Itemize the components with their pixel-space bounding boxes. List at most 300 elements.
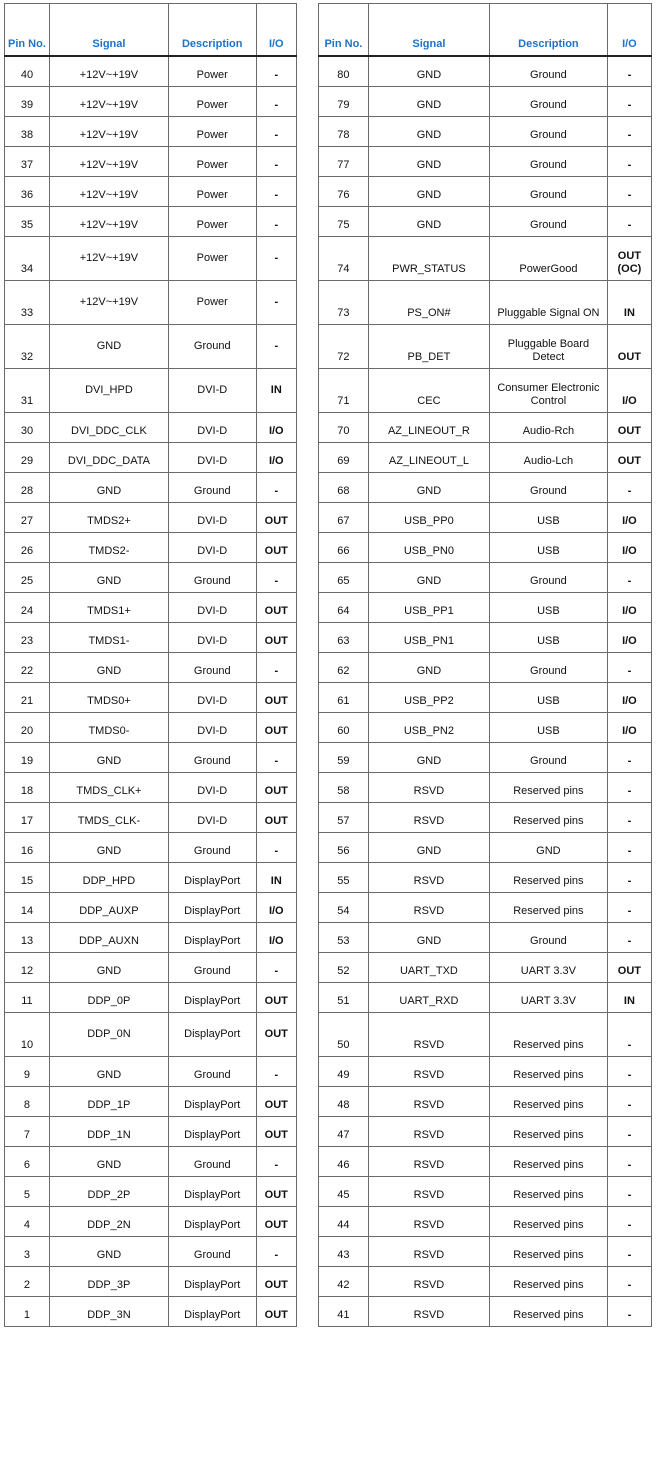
table-row — [319, 833, 652, 863]
pin-cell: 41 — [319, 1297, 369, 1327]
signal-cell: GND — [368, 743, 489, 773]
table-row — [319, 1237, 652, 1267]
signal-cell: USB_PN0 — [368, 533, 489, 563]
description-cell: Ground — [490, 653, 608, 683]
description-cell: Ground — [490, 117, 608, 147]
io-cell: - — [607, 893, 651, 923]
pin-cell: 15 — [5, 863, 50, 893]
pin-cell: 56 — [319, 833, 369, 863]
signal-cell: DDP_3N — [49, 1297, 168, 1327]
pin-cell: 59 — [319, 743, 369, 773]
table-row — [319, 773, 652, 803]
io-cell: OUT — [607, 413, 651, 443]
table-row — [319, 147, 652, 177]
io-cell: OUT (OC) — [607, 237, 651, 281]
description-cell: GND — [490, 833, 608, 863]
pin-cell: 57 — [319, 803, 369, 833]
signal-cell: AZ_LINEOUT_L — [368, 443, 489, 473]
pin-cell: 31 — [5, 369, 50, 413]
table-row — [5, 533, 297, 563]
io-cell: - — [607, 1297, 651, 1327]
pin-cell: 73 — [319, 281, 369, 325]
io-cell: - — [256, 281, 296, 325]
io-cell: - — [256, 833, 296, 863]
pin-cell: 3 — [5, 1237, 50, 1267]
pin-cell: 39 — [5, 87, 50, 117]
pin-table-right — [318, 3, 652, 1327]
description-cell: DisplayPort — [168, 983, 256, 1013]
description-cell: DVI-D — [168, 369, 256, 413]
io-cell: - — [256, 147, 296, 177]
io-cell: - — [256, 207, 296, 237]
description-cell: Ground — [490, 177, 608, 207]
pin-cell: 25 — [5, 563, 50, 593]
signal-cell: +12V~+19V — [49, 237, 168, 281]
io-cell: I/O — [256, 413, 296, 443]
table-row — [5, 863, 297, 893]
description-cell: Ground — [490, 743, 608, 773]
description-cell: UART 3.3V — [490, 953, 608, 983]
description-cell: Audio-Lch — [490, 443, 608, 473]
description-cell: PowerGood — [490, 237, 608, 281]
table-row — [319, 56, 652, 87]
table-row — [5, 87, 297, 117]
description-cell: DisplayPort — [168, 893, 256, 923]
signal-cell: CEC — [368, 369, 489, 413]
description-cell: Ground — [168, 1147, 256, 1177]
pin-cell: 13 — [5, 923, 50, 953]
description-cell: Pluggable Signal ON — [490, 281, 608, 325]
table-row — [5, 1057, 297, 1087]
io-cell: - — [607, 563, 651, 593]
pin-cell: 29 — [5, 443, 50, 473]
pin-cell: 65 — [319, 563, 369, 593]
io-cell: - — [607, 117, 651, 147]
io-cell: OUT — [256, 533, 296, 563]
table-row — [319, 413, 652, 443]
description-cell: Reserved pins — [490, 863, 608, 893]
description-cell: DVI-D — [168, 713, 256, 743]
signal-cell: DDP_AUXP — [49, 893, 168, 923]
description-cell: Ground — [168, 1237, 256, 1267]
table-row — [5, 1237, 297, 1267]
table-row — [319, 1207, 652, 1237]
signal-cell: PWR_STATUS — [368, 237, 489, 281]
signal-cell: TMDS0- — [49, 713, 168, 743]
description-cell: DVI-D — [168, 533, 256, 563]
pin-cell: 7 — [5, 1117, 50, 1147]
table-row — [5, 1087, 297, 1117]
pin-cell: 21 — [5, 683, 50, 713]
signal-cell: RSVD — [368, 803, 489, 833]
table-row — [5, 833, 297, 863]
description-cell: Ground — [490, 563, 608, 593]
io-cell: - — [607, 87, 651, 117]
io-cell: - — [607, 653, 651, 683]
io-cell: OUT — [256, 683, 296, 713]
description-cell: DVI-D — [168, 413, 256, 443]
pin-cell: 36 — [5, 177, 50, 207]
table-row — [5, 653, 297, 683]
io-cell: - — [256, 1057, 296, 1087]
description-cell: USB — [490, 623, 608, 653]
io-cell: OUT — [256, 1267, 296, 1297]
pin-cell: 66 — [319, 533, 369, 563]
io-cell: - — [256, 1237, 296, 1267]
pin-cell: 8 — [5, 1087, 50, 1117]
table-row — [319, 593, 652, 623]
signal-cell: TMDS_CLK- — [49, 803, 168, 833]
table-row — [5, 473, 297, 503]
signal-cell: RSVD — [368, 1013, 489, 1057]
header-row — [319, 4, 652, 57]
signal-cell: TMDS1+ — [49, 593, 168, 623]
description-cell: Power — [168, 207, 256, 237]
io-cell: - — [256, 87, 296, 117]
signal-cell: GND — [368, 563, 489, 593]
description-cell: DVI-D — [168, 623, 256, 653]
pin-cell: 40 — [5, 56, 50, 87]
io-cell: - — [256, 117, 296, 147]
pin-cell: 48 — [319, 1087, 369, 1117]
pin-cell: 2 — [5, 1267, 50, 1297]
pin-cell: 5 — [5, 1177, 50, 1207]
table-row — [319, 1267, 652, 1297]
pin-cell: 47 — [319, 1117, 369, 1147]
signal-cell: RSVD — [368, 1177, 489, 1207]
pin-cell: 50 — [319, 1013, 369, 1057]
header-description: Description — [168, 4, 256, 57]
pin-cell: 78 — [319, 117, 369, 147]
io-cell: OUT — [256, 503, 296, 533]
table-row — [319, 207, 652, 237]
io-cell: - — [607, 743, 651, 773]
io-cell: I/O — [256, 443, 296, 473]
io-cell: - — [256, 743, 296, 773]
table-row — [5, 237, 297, 281]
description-cell: DisplayPort — [168, 863, 256, 893]
signal-cell: DDP_HPD — [49, 863, 168, 893]
table-row — [319, 443, 652, 473]
io-cell: - — [607, 863, 651, 893]
table-row — [319, 281, 652, 325]
io-cell: - — [607, 833, 651, 863]
signal-cell: DVI_HPD — [49, 369, 168, 413]
pin-cell: 9 — [5, 1057, 50, 1087]
io-cell: - — [607, 1087, 651, 1117]
io-cell: I/O — [607, 369, 651, 413]
description-cell: Reserved pins — [490, 1177, 608, 1207]
signal-cell: GND — [368, 177, 489, 207]
signal-cell: RSVD — [368, 1237, 489, 1267]
io-cell: - — [607, 923, 651, 953]
io-cell: OUT — [607, 325, 651, 369]
io-cell: OUT — [256, 593, 296, 623]
pin-cell: 11 — [5, 983, 50, 1013]
description-cell: Consumer Electronic Control — [490, 369, 608, 413]
header-io: I/O — [607, 4, 651, 57]
signal-cell: TMDS2+ — [49, 503, 168, 533]
io-cell: OUT — [256, 1117, 296, 1147]
io-cell: OUT — [256, 713, 296, 743]
io-cell: OUT — [256, 1177, 296, 1207]
signal-cell: DDP_1N — [49, 1117, 168, 1147]
description-cell: USB — [490, 683, 608, 713]
pin-cell: 6 — [5, 1147, 50, 1177]
pin-cell: 27 — [5, 503, 50, 533]
table-row — [5, 1147, 297, 1177]
signal-cell: GND — [368, 653, 489, 683]
signal-cell: RSVD — [368, 893, 489, 923]
io-cell: OUT — [256, 1297, 296, 1327]
io-cell: - — [256, 563, 296, 593]
io-cell: - — [607, 473, 651, 503]
table-row — [319, 863, 652, 893]
table-row — [5, 623, 297, 653]
table-row — [319, 1057, 652, 1087]
signal-cell: TMDS_CLK+ — [49, 773, 168, 803]
description-cell: Power — [168, 237, 256, 281]
signal-cell: TMDS0+ — [49, 683, 168, 713]
pin-cell: 70 — [319, 413, 369, 443]
signal-cell: RSVD — [368, 863, 489, 893]
signal-cell: UART_RXD — [368, 983, 489, 1013]
io-cell: - — [607, 1117, 651, 1147]
table-row — [5, 773, 297, 803]
pin-cell: 49 — [319, 1057, 369, 1087]
pin-cell: 34 — [5, 237, 50, 281]
table-row — [319, 953, 652, 983]
signal-cell: DVI_DDC_DATA — [49, 443, 168, 473]
signal-cell: PB_DET — [368, 325, 489, 369]
pin-cell: 42 — [319, 1267, 369, 1297]
signal-cell: GND — [368, 473, 489, 503]
pin-cell: 1 — [5, 1297, 50, 1327]
io-cell: - — [607, 1057, 651, 1087]
header-row — [5, 4, 297, 57]
io-cell: - — [607, 773, 651, 803]
table-row — [319, 473, 652, 503]
table-row — [5, 683, 297, 713]
signal-cell: GND — [368, 833, 489, 863]
description-cell: Ground — [168, 953, 256, 983]
table-row — [319, 1117, 652, 1147]
description-cell: Ground — [168, 833, 256, 863]
table-row — [5, 893, 297, 923]
table-row — [319, 713, 652, 743]
io-cell: OUT — [256, 1207, 296, 1237]
description-cell: DisplayPort — [168, 1207, 256, 1237]
io-cell: IN — [256, 369, 296, 413]
description-cell: Power — [168, 281, 256, 325]
table-row — [5, 953, 297, 983]
signal-cell: DDP_2P — [49, 1177, 168, 1207]
description-cell: DVI-D — [168, 443, 256, 473]
description-cell: Audio-Rch — [490, 413, 608, 443]
io-cell: - — [607, 1013, 651, 1057]
table-row — [319, 1147, 652, 1177]
description-cell: DisplayPort — [168, 1087, 256, 1117]
description-cell: DisplayPort — [168, 1177, 256, 1207]
pin-cell: 44 — [319, 1207, 369, 1237]
pin-cell: 64 — [319, 593, 369, 623]
description-cell: Reserved pins — [490, 1237, 608, 1267]
io-cell: OUT — [256, 983, 296, 1013]
description-cell: Reserved pins — [490, 893, 608, 923]
table-row — [5, 1297, 297, 1327]
description-cell: Pluggable Board Detect — [490, 325, 608, 369]
description-cell: Power — [168, 177, 256, 207]
table-row — [319, 1297, 652, 1327]
signal-cell: TMDS2- — [49, 533, 168, 563]
table-row — [319, 653, 652, 683]
table-row — [5, 1013, 297, 1057]
description-cell: Ground — [168, 1057, 256, 1087]
description-cell: Reserved pins — [490, 1087, 608, 1117]
description-cell: USB — [490, 533, 608, 563]
table-row — [5, 147, 297, 177]
io-cell: OUT — [607, 953, 651, 983]
io-cell: - — [607, 1237, 651, 1267]
table-row — [319, 1087, 652, 1117]
table-row — [5, 803, 297, 833]
description-cell: UART 3.3V — [490, 983, 608, 1013]
io-cell: I/O — [607, 593, 651, 623]
pin-cell: 38 — [5, 117, 50, 147]
table-row — [319, 237, 652, 281]
signal-cell: DDP_0P — [49, 983, 168, 1013]
table-row — [319, 325, 652, 369]
pin-cell: 68 — [319, 473, 369, 503]
table-row — [319, 683, 652, 713]
pin-cell: 37 — [5, 147, 50, 177]
description-cell: Reserved pins — [490, 1207, 608, 1237]
signal-cell: GND — [49, 325, 168, 369]
description-cell: Power — [168, 117, 256, 147]
pin-cell: 18 — [5, 773, 50, 803]
description-cell: Ground — [168, 325, 256, 369]
table-row — [5, 117, 297, 147]
io-cell: I/O — [607, 713, 651, 743]
signal-cell: DDP_AUXN — [49, 923, 168, 953]
io-cell: - — [607, 1207, 651, 1237]
signal-cell: GND — [49, 1147, 168, 1177]
table-row — [5, 713, 297, 743]
pin-cell: 24 — [5, 593, 50, 623]
pin-cell: 67 — [319, 503, 369, 533]
table-row — [319, 803, 652, 833]
table-row — [319, 1013, 652, 1057]
pin-cell: 53 — [319, 923, 369, 953]
signal-cell: GND — [49, 953, 168, 983]
signal-cell: USB_PN1 — [368, 623, 489, 653]
pin-cell: 63 — [319, 623, 369, 653]
pin-cell: 19 — [5, 743, 50, 773]
io-cell: I/O — [607, 683, 651, 713]
pin-cell: 75 — [319, 207, 369, 237]
signal-cell: GND — [368, 147, 489, 177]
io-cell: - — [607, 207, 651, 237]
signal-cell: DDP_0N — [49, 1013, 168, 1057]
io-cell: I/O — [256, 893, 296, 923]
table-row — [5, 443, 297, 473]
table-row — [5, 743, 297, 773]
description-cell: Ground — [168, 473, 256, 503]
description-cell: DisplayPort — [168, 1267, 256, 1297]
table-row — [5, 923, 297, 953]
pin-table-left — [4, 3, 297, 1327]
table-row — [5, 593, 297, 623]
pin-cell: 80 — [319, 56, 369, 87]
io-cell: - — [607, 177, 651, 207]
signal-cell: +12V~+19V — [49, 87, 168, 117]
pin-cell: 51 — [319, 983, 369, 1013]
table-row — [5, 1117, 297, 1147]
description-cell: Power — [168, 87, 256, 117]
pin-cell: 61 — [319, 683, 369, 713]
table-row — [5, 563, 297, 593]
signal-cell: GND — [49, 473, 168, 503]
description-cell: DVI-D — [168, 773, 256, 803]
description-cell: Reserved pins — [490, 1267, 608, 1297]
pin-cell: 45 — [319, 1177, 369, 1207]
signal-cell: GND — [368, 87, 489, 117]
description-cell: DisplayPort — [168, 923, 256, 953]
pin-cell: 74 — [319, 237, 369, 281]
io-cell: - — [256, 953, 296, 983]
table-row — [319, 563, 652, 593]
pin-cell: 69 — [319, 443, 369, 473]
signal-cell: GND — [49, 563, 168, 593]
pin-cell: 54 — [319, 893, 369, 923]
pin-cell: 28 — [5, 473, 50, 503]
signal-cell: USB_PN2 — [368, 713, 489, 743]
description-cell: Reserved pins — [490, 1013, 608, 1057]
io-cell: - — [256, 1147, 296, 1177]
io-cell: - — [256, 653, 296, 683]
description-cell: Reserved pins — [490, 803, 608, 833]
signal-cell: AZ_LINEOUT_R — [368, 413, 489, 443]
description-cell: Reserved pins — [490, 1117, 608, 1147]
description-cell: Power — [168, 147, 256, 177]
pin-cell: 46 — [319, 1147, 369, 1177]
signal-cell: GND — [49, 833, 168, 863]
pin-cell: 30 — [5, 413, 50, 443]
pin-cell: 43 — [319, 1237, 369, 1267]
io-cell: I/O — [607, 623, 651, 653]
io-cell: - — [607, 803, 651, 833]
description-cell: DisplayPort — [168, 1117, 256, 1147]
table-row — [5, 207, 297, 237]
header-pin: Pin No. — [5, 4, 50, 57]
signal-cell: GND — [49, 653, 168, 683]
description-cell: Power — [168, 56, 256, 87]
pin-cell: 33 — [5, 281, 50, 325]
io-cell: I/O — [607, 533, 651, 563]
io-cell: I/O — [607, 503, 651, 533]
header-io: I/O — [256, 4, 296, 57]
io-cell: OUT — [256, 773, 296, 803]
table-row — [5, 413, 297, 443]
io-cell: - — [607, 1177, 651, 1207]
description-cell: DisplayPort — [168, 1013, 256, 1057]
signal-cell: RSVD — [368, 1207, 489, 1237]
pin-cell: 77 — [319, 147, 369, 177]
header-signal: Signal — [49, 4, 168, 57]
table-row — [5, 1267, 297, 1297]
table-row — [5, 1177, 297, 1207]
description-cell: DVI-D — [168, 683, 256, 713]
